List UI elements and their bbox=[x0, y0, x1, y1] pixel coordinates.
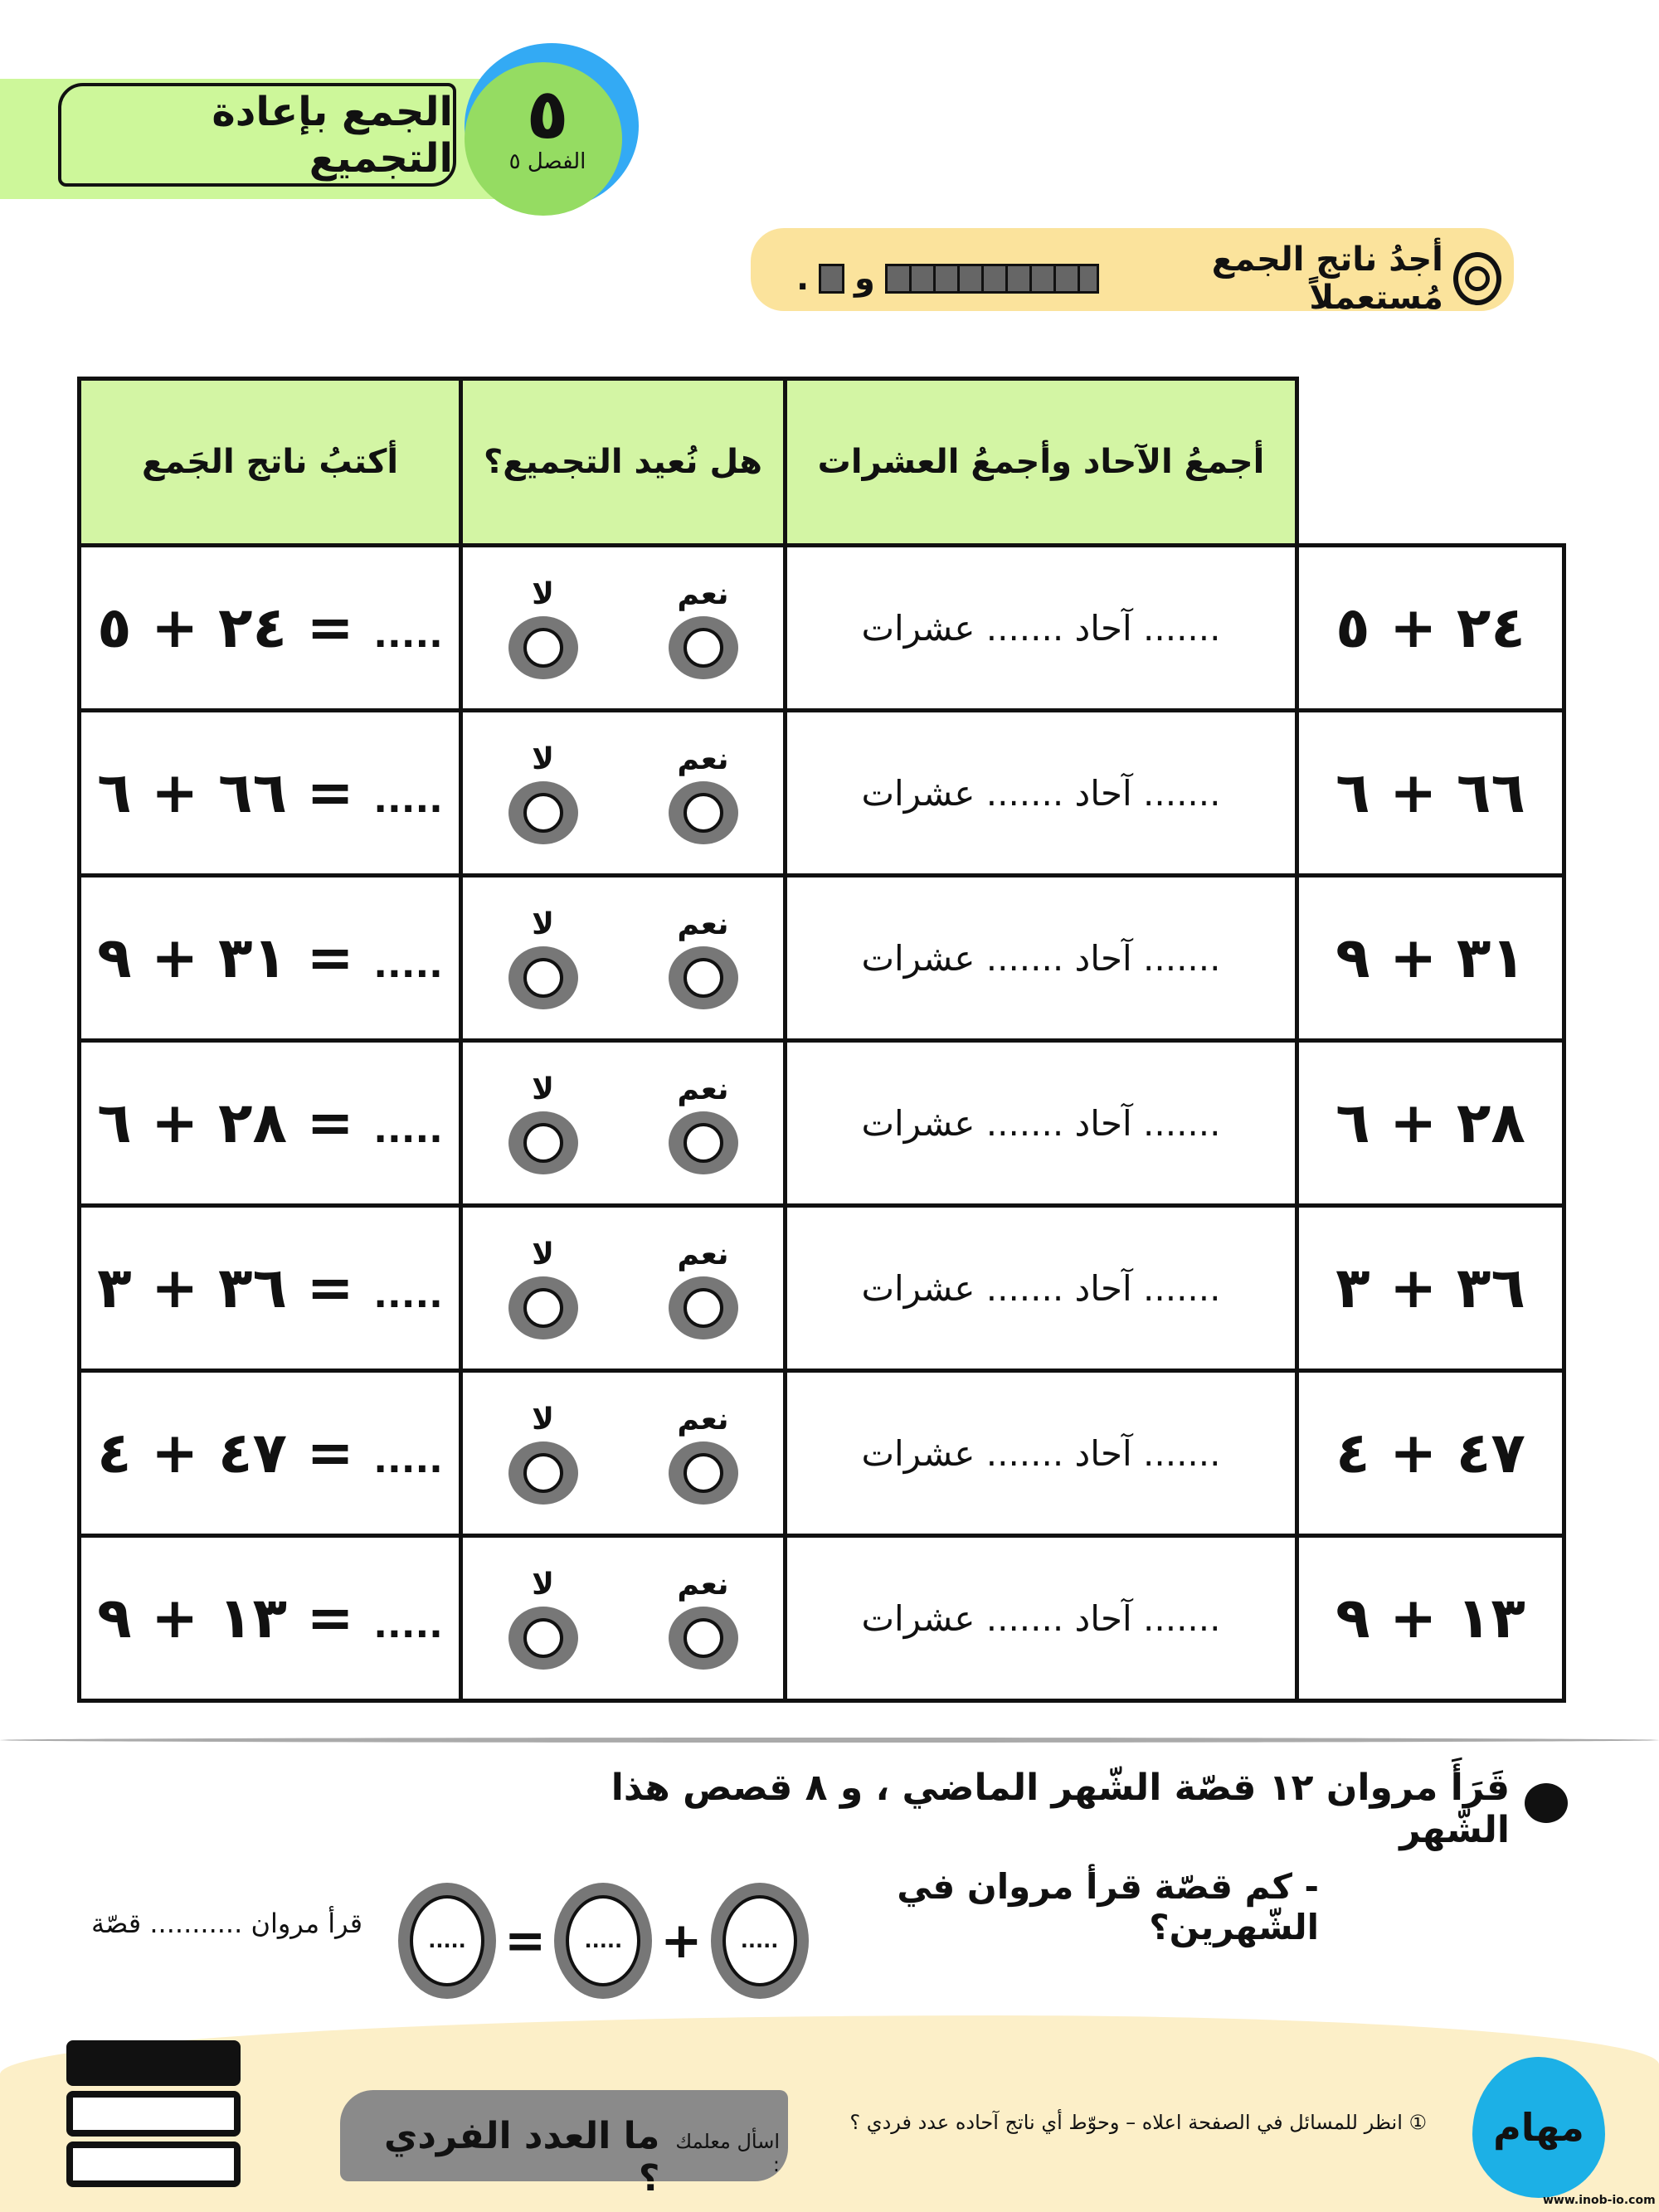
no-label: لا bbox=[532, 1072, 554, 1106]
problem-text: ٣٦ + ٣ bbox=[1335, 1255, 1525, 1321]
sum-expression: ٤٧ + ٤ = ..... bbox=[97, 1420, 443, 1486]
header-ones-tens: أجمعُ الآحاد وأجمعُ العشرات bbox=[786, 379, 1297, 546]
sum-cell[interactable] bbox=[80, 711, 461, 876]
problem-text: ٢٨ + ٦ bbox=[1335, 1090, 1525, 1156]
problem-cell bbox=[1297, 1041, 1564, 1206]
no-option[interactable] bbox=[508, 1403, 578, 1505]
yes-label: نعم bbox=[677, 1402, 729, 1437]
story-equation bbox=[398, 1883, 809, 1999]
sum-expression: ٢٤ + ٥ = ..... bbox=[97, 595, 443, 661]
sum-cell[interactable] bbox=[80, 1041, 461, 1206]
no-option[interactable] bbox=[508, 1072, 578, 1174]
table-row bbox=[80, 711, 1564, 876]
ones-tens-cell[interactable]: ....... آحاد ....... عشرات bbox=[786, 1371, 1297, 1536]
books-icon bbox=[66, 2040, 241, 2206]
yes-option[interactable] bbox=[669, 577, 738, 679]
no-circle[interactable] bbox=[508, 616, 578, 679]
problem-cell bbox=[1297, 1536, 1564, 1701]
yes-circle[interactable] bbox=[669, 781, 738, 844]
blank: ..... bbox=[566, 1895, 640, 1986]
sum-cell[interactable] bbox=[80, 1371, 461, 1536]
problem-text: ٤٧ + ٤ bbox=[97, 1420, 287, 1486]
yes-option[interactable] bbox=[669, 1237, 738, 1339]
problem-text: ٦٦ + ٦ bbox=[1335, 760, 1525, 826]
problem-text: ١٣ + ٩ bbox=[1335, 1585, 1525, 1651]
answer-sentence[interactable]: قرأ مروان ........... قصّة bbox=[91, 1908, 363, 1939]
no-option[interactable] bbox=[508, 907, 578, 1009]
ones-tens-cell[interactable]: ....... آحاد ....... عشرات bbox=[786, 1536, 1297, 1701]
sum-expression: ٦٦ + ٦ = ..... bbox=[97, 760, 443, 826]
tasks-bubble: مهام bbox=[1472, 2057, 1605, 2198]
sum-cell[interactable] bbox=[80, 546, 461, 711]
table-row bbox=[80, 876, 1564, 1041]
site-url: www.inob-io.com bbox=[1543, 2194, 1656, 2207]
yes-circle[interactable] bbox=[669, 1276, 738, 1339]
goal-text: أجدُ ناتج الجمع مُستعملاً bbox=[1211, 241, 1443, 317]
blank: ..... bbox=[410, 1895, 484, 1986]
no-circle[interactable] bbox=[508, 1111, 578, 1174]
yes-label: نعم bbox=[677, 741, 729, 776]
sum-expression: ٣١ + ٩ = ..... bbox=[97, 925, 443, 991]
yes-circle[interactable] bbox=[669, 946, 738, 1009]
regroup-cell bbox=[461, 546, 786, 711]
problem-text: ٦٦ + ٦ bbox=[97, 760, 287, 826]
ones-tens-cell[interactable]: ....... آحاد ....... عشرات bbox=[786, 1041, 1297, 1206]
regroup-cell bbox=[461, 1371, 786, 1536]
yes-circle[interactable] bbox=[669, 1111, 738, 1174]
blank: ..... bbox=[722, 1895, 797, 1986]
no-option[interactable] bbox=[508, 1568, 578, 1670]
yes-option[interactable] bbox=[669, 907, 738, 1009]
yes-circle[interactable] bbox=[669, 1441, 738, 1505]
no-label: لا bbox=[532, 907, 554, 941]
blank: ..... bbox=[373, 1438, 443, 1481]
ones-tens-cell[interactable]: ....... آحاد ....... عشرات bbox=[786, 546, 1297, 711]
yes-circle[interactable] bbox=[669, 1607, 738, 1670]
chapter-number: ٥ bbox=[526, 73, 569, 154]
target-icon bbox=[1453, 252, 1501, 305]
table-row bbox=[80, 1371, 1564, 1536]
sum-cell[interactable] bbox=[80, 1536, 461, 1701]
addend-oval[interactable] bbox=[711, 1883, 809, 1999]
goal-instruction bbox=[796, 241, 1501, 317]
ones-tens-cell[interactable]: ....... آحاد ....... عشرات bbox=[786, 876, 1297, 1041]
yes-option[interactable] bbox=[669, 742, 738, 844]
yes-circle[interactable] bbox=[669, 616, 738, 679]
problem-text: ١٣ + ٩ bbox=[97, 1585, 287, 1651]
problem-cell bbox=[1297, 711, 1564, 876]
problem-text: ٢٤ + ٥ bbox=[1335, 595, 1525, 661]
problem-cell bbox=[1297, 1371, 1564, 1536]
regrouping-table bbox=[77, 377, 1566, 1703]
no-circle[interactable] bbox=[508, 781, 578, 844]
task-text: ① انظر للمسائل في الصفحة اعلاه – وحوّط أي ناتج آحاده عدد فردي ؟ bbox=[849, 2111, 1427, 2134]
ask-teacher bbox=[365, 2115, 780, 2200]
header-write-sum: أكتبُ ناتج الجَمع bbox=[80, 379, 461, 546]
sum-expression: ٣٦ + ٣ = ..... bbox=[97, 1255, 443, 1321]
regroup-cell bbox=[461, 1536, 786, 1701]
tens-rod-icon bbox=[885, 264, 1099, 294]
story-question: - كم قصّة قرأ مروان في الشّهرين؟ bbox=[897, 1866, 1319, 1947]
ones-tens-cell[interactable]: ....... آحاد ....... عشرات bbox=[786, 711, 1297, 876]
sum-expression: ١٣ + ٩ = ..... bbox=[97, 1585, 443, 1651]
answer-oval[interactable] bbox=[398, 1883, 496, 1999]
no-circle[interactable] bbox=[508, 1276, 578, 1339]
problem-text: ٢٨ + ٦ bbox=[97, 1090, 287, 1156]
yes-label: نعم bbox=[677, 1072, 729, 1106]
sum-expression: ٢٨ + ٦ = ..... bbox=[97, 1090, 443, 1156]
section-divider bbox=[0, 1738, 1659, 1743]
problem-cell bbox=[1297, 1206, 1564, 1371]
ones-tens-cell[interactable]: ....... آحاد ....... عشرات bbox=[786, 1206, 1297, 1371]
plus-sign: + bbox=[660, 1912, 703, 1970]
blank: ..... bbox=[373, 1108, 443, 1151]
problem-text: ٣١ + ٩ bbox=[97, 925, 287, 991]
yes-label: نعم bbox=[677, 1567, 729, 1602]
problem-text: ٣١ + ٩ bbox=[1335, 925, 1525, 991]
header-empty bbox=[1297, 379, 1564, 546]
lesson-title: الجمع بإعادة التجميع bbox=[58, 83, 456, 187]
yes-option[interactable] bbox=[669, 1403, 738, 1505]
chapter-label: الفصل ٥ bbox=[508, 149, 586, 174]
yes-option[interactable] bbox=[669, 1568, 738, 1670]
addend-oval[interactable] bbox=[554, 1883, 652, 1999]
header-regroup: هل نُعيد التجميع؟ bbox=[461, 379, 786, 546]
ask-question: ما العدد الفردي ؟ bbox=[384, 2115, 660, 2200]
ones-cube-icon bbox=[819, 264, 844, 294]
regroup-cell bbox=[461, 876, 786, 1041]
regroup-cell bbox=[461, 1041, 786, 1206]
problem-text: ٤٧ + ٤ bbox=[1335, 1420, 1525, 1486]
table-row bbox=[80, 1041, 1564, 1206]
story-problem: قَرَأَ مروان ١٢ قصّة الشّهر الماضي ، و ٨ قصص هذا الشّهر bbox=[611, 1767, 1510, 1851]
no-circle[interactable] bbox=[508, 946, 578, 1009]
goal-period: . bbox=[796, 260, 810, 298]
no-label: لا bbox=[532, 741, 554, 776]
no-label: لا bbox=[532, 1402, 554, 1437]
yes-label: نعم bbox=[677, 576, 729, 611]
sum-cell[interactable] bbox=[80, 876, 461, 1041]
regroup-cell bbox=[461, 711, 786, 876]
bullet-icon bbox=[1525, 1783, 1568, 1823]
no-label: لا bbox=[532, 1237, 554, 1271]
blank: ..... bbox=[373, 1603, 443, 1646]
regroup-cell bbox=[461, 1206, 786, 1371]
equals-sign: = bbox=[504, 1912, 547, 1970]
problem-text: ٣٦ + ٣ bbox=[97, 1255, 287, 1321]
table-row bbox=[80, 546, 1564, 711]
no-circle[interactable] bbox=[508, 1607, 578, 1670]
yes-label: نعم bbox=[677, 1237, 729, 1271]
no-option[interactable] bbox=[508, 1237, 578, 1339]
no-label: لا bbox=[532, 576, 554, 611]
no-label: لا bbox=[532, 1567, 554, 1602]
blank: ..... bbox=[373, 943, 443, 986]
yes-option[interactable] bbox=[669, 1072, 738, 1174]
blank: ..... bbox=[373, 613, 443, 656]
table-row bbox=[80, 1536, 1564, 1701]
sum-cell[interactable] bbox=[80, 1206, 461, 1371]
blank: ..... bbox=[373, 1273, 443, 1316]
ask-label: اسأل معلمك : bbox=[675, 2130, 780, 2176]
problem-text: ٢٤ + ٥ bbox=[97, 595, 287, 661]
problem-cell bbox=[1297, 546, 1564, 711]
goal-and: و bbox=[854, 260, 875, 298]
table-row bbox=[80, 1206, 1564, 1371]
blank: ..... bbox=[373, 778, 443, 821]
problem-cell bbox=[1297, 876, 1564, 1041]
yes-label: نعم bbox=[677, 907, 729, 941]
no-circle[interactable] bbox=[508, 1441, 578, 1505]
no-option[interactable] bbox=[508, 577, 578, 679]
no-option[interactable] bbox=[508, 742, 578, 844]
